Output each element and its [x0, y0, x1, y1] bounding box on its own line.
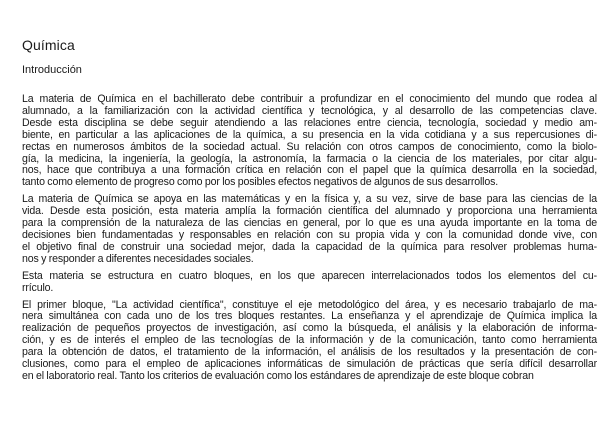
text-line: Desde esta disciplina se debe seguir atendiendo a las relaciones entre ciencia, tecnología, sociedad y medio am- [22, 116, 597, 129]
text-line: el objetivo final de construir una sociedad mejor, dada la capacidad de la química para resolver problemas huma- [22, 240, 597, 253]
body-text [22, 94, 597, 383]
paragraph-4 [22, 300, 597, 383]
text-line: rectas en numerosos ámbitos de la sociedad actual. Su relación con otros campos de conocimiento, como la biolo- [22, 140, 597, 153]
text-line: nos y responder a diferentes necesidades sociales. [22, 252, 254, 265]
text-line: ción, y es de interés el empleo de las tecnologías de la información y de la comunicación, tanto como herramienta [22, 334, 597, 347]
text-line: La materia de Química en el bachillerato debe contribuir a profundizar en el conocimiento del mundo que rodea al [22, 93, 597, 105]
text-line: biente, en particular a las aplicaciones de la química, a su presencia en la vida cotidiana y a sus repercusiones di- [22, 128, 597, 141]
text-line: nera simultánea con cada uno de los tres bloques restantes. La enseñanza y el aprendizaje de Química implica la [22, 310, 597, 323]
paragraph-2 [22, 194, 597, 265]
section-heading-introduccion: Introducción [22, 64, 82, 76]
text-line: realización de pequeños proyectos de investigación, así como la búsqueda, el análisis y la elaboración de informa- [22, 322, 597, 335]
text-line: vida. Desde esta posición, esta materia amplía la formación científica del alumnado y proporciona una herramienta [22, 205, 597, 218]
paragraph-1 [22, 94, 597, 189]
text-line: alumnado, a la familiarización con la actividad científica y tecnológica, y al desarrollo de las competencias clave. [22, 104, 597, 117]
text-line: La materia de Química se apoya en las matemáticas y en la física y, a su vez, sirve de base para las ciencias de la [22, 193, 597, 206]
text-line: tanto como elemento de progreso como por los posibles efectos negativos de algunos de sus desarrollos. [22, 176, 499, 189]
text-line: Esta materia se estructura en cuatro bloques, en los que aparecen interrelacionados todos los elementos del cu- [22, 269, 597, 282]
text-line: clusiones, como para el empleo de aplicaciones informáticas de simulación de prácticas que sería difícil desarrollar [22, 358, 597, 371]
text-line: rrículo. [22, 281, 54, 294]
text-line: en el laboratorio real. Tanto los criterios de evaluación como los estándares de aprendizaje de este bloque cobran [22, 369, 534, 382]
text-line: El primer bloque, "La actividad científica", constituye el eje metodológico del área, y es necesario trabajarlo de ma- [22, 298, 597, 311]
paragraph-3 [22, 271, 597, 295]
text-line: para la comprensión de la naturaleza de las ciencias en general, por lo que es una ayuda importante en la toma de [22, 217, 597, 230]
document-title: Química [22, 37, 75, 53]
text-line: nos, hace que contribuya a una formación crítica en relación con el papel que la química desarrolla en la sociedad, [22, 164, 597, 177]
text-line: gía, la medicina, la ingeniería, la geología, la astronomía, la farmacia o la ciencia de los materiales, por citar algu- [22, 152, 597, 165]
document-page [22, 36, 597, 388]
text-line: para la obtención de datos, el tratamiento de la información, el análisis de los resultados y la presentación de con- [22, 346, 597, 359]
text-line: decisiones bien fundamentadas y responsables en relación con su propia vida y con la comunidad donde vive, con [22, 228, 597, 241]
